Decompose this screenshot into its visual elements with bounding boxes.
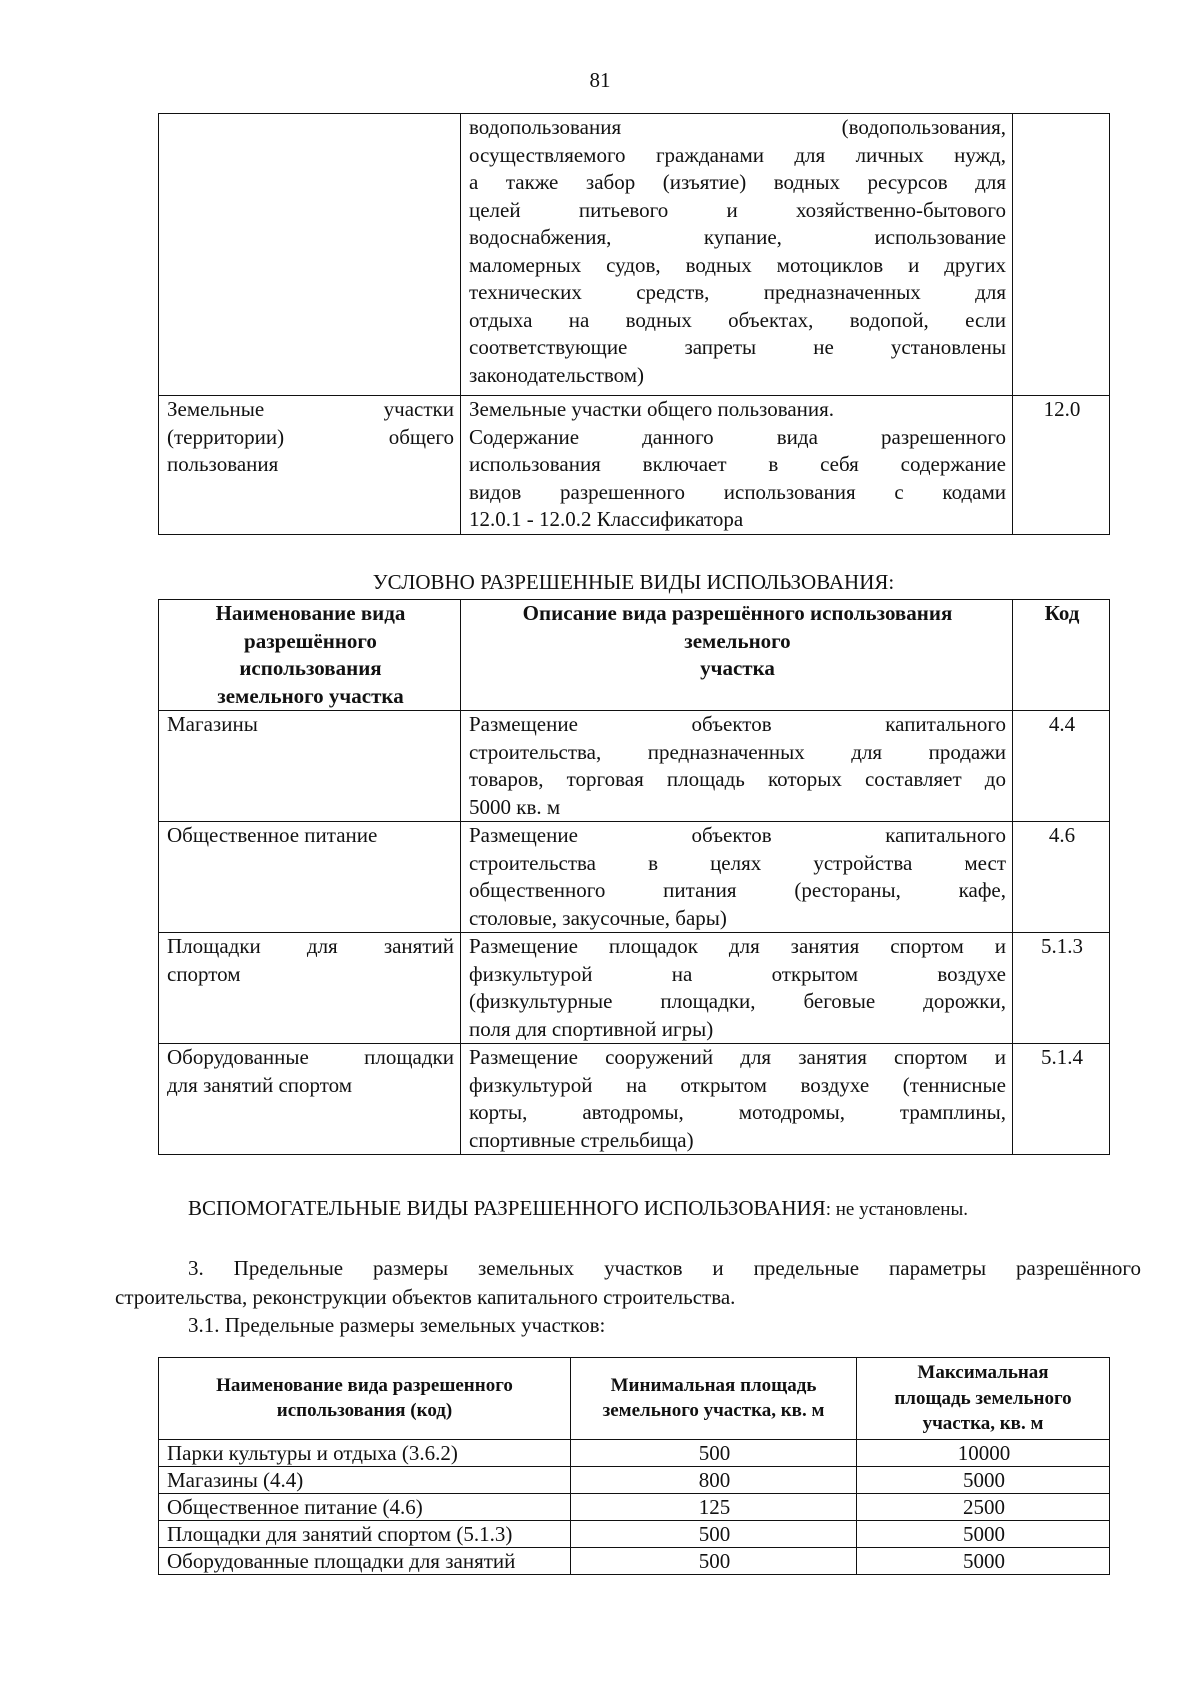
- code-cell: 4.6: [1013, 822, 1110, 933]
- header-line: использования: [239, 656, 382, 680]
- header-line: разрешённого: [244, 628, 377, 653]
- max-area-cell: 2500: [857, 1493, 1110, 1520]
- min-area-cell: 500: [571, 1520, 857, 1547]
- table-row: [159, 1520, 1110, 1547]
- description-line: видов разрешенного использования с кодами: [469, 479, 1006, 504]
- table-row: [159, 1466, 1110, 1493]
- use-description-cell: [461, 396, 1013, 535]
- table-row: [159, 1044, 1110, 1155]
- header-line: Наименование вида разрешенного: [216, 1374, 513, 1396]
- table-header-row: [159, 600, 1110, 711]
- name-line: Общественное питание: [167, 823, 378, 847]
- use-name-cell: Общественное питание (4.6): [159, 1493, 571, 1520]
- name-line: Площадки для занятий: [167, 934, 454, 958]
- use-name-cell: [159, 711, 461, 822]
- description-line: технических средств, предназначенных для: [469, 280, 1006, 304]
- use-description-cell: [461, 114, 1013, 396]
- column-header-code: Код: [1013, 600, 1110, 711]
- description-line: Размещение площадок для занятия спортом и: [469, 934, 1006, 958]
- description-line: Размещение объектов капитального: [469, 712, 1006, 736]
- code-cell: 5.1.4: [1013, 1044, 1110, 1155]
- plot-size-limits-table: [158, 1357, 1110, 1575]
- table-header-row: [159, 1358, 1110, 1440]
- description-line: Размещение объектов капитального: [469, 823, 1006, 847]
- description-line: целей питьевого и хозяйственно-бытового: [469, 197, 1006, 222]
- description-line: общественного питания (рестораны, кафе,: [469, 878, 1006, 902]
- column-header-max-area: [857, 1358, 1110, 1440]
- table-row: [159, 396, 1110, 535]
- column-header-name: [159, 600, 461, 711]
- max-area-cell: 5000: [857, 1547, 1110, 1574]
- use-description-cell: [461, 1044, 1013, 1155]
- conditional-uses-heading: УСЛОВНО РАЗРЕШЕННЫЕ ВИДЫ ИСПОЛЬЗОВАНИЯ:: [372, 570, 895, 594]
- use-name-cell: [159, 396, 461, 535]
- table-row: [159, 933, 1110, 1044]
- description-line: отдыха на водных объектах, водопой, если: [469, 307, 1006, 332]
- permitted-uses-table-continuation: [158, 113, 1110, 535]
- min-area-cell: 500: [571, 1439, 857, 1466]
- description-line: Содержание данного вида разрешенного: [469, 424, 1006, 449]
- description-line: физкультурой на открытом воздухе (теннисные: [469, 1072, 1006, 1097]
- description-line: корты, автодромы, мотодромы, трамплины,: [469, 1100, 1006, 1124]
- description-line: товаров, торговая площадь которых составляет до: [469, 767, 1006, 791]
- description-line: водопользования (водопользования,: [469, 115, 1006, 139]
- use-description-cell: [461, 933, 1013, 1044]
- header-line: площадь земельного: [894, 1387, 1072, 1409]
- table-row: [159, 1547, 1110, 1574]
- description-line: водоснабжения, купание, использование: [469, 225, 1006, 249]
- code-cell: 5.1.3: [1013, 933, 1110, 1044]
- description-line: использования включает в себя содержание: [469, 452, 1006, 476]
- use-name-cell: Парки культуры и отдыха (3.6.2): [159, 1439, 571, 1466]
- use-description-cell: [461, 711, 1013, 822]
- header-line: Описание вида разрешённого использования: [522, 601, 953, 625]
- description-line: физкультурой на открытом воздухе: [469, 961, 1006, 986]
- max-area-cell: 10000: [857, 1439, 1110, 1466]
- min-area-cell: 800: [571, 1466, 857, 1493]
- header-line: участка, кв. м: [922, 1413, 1044, 1434]
- description-line: (физкультурные площадки, беговые дорожки,: [469, 989, 1006, 1013]
- code-cell: 12.0: [1013, 396, 1110, 535]
- conditional-uses-table: [158, 599, 1110, 1155]
- header-line: Минимальная площадь: [610, 1374, 817, 1396]
- max-area-cell: 5000: [857, 1466, 1110, 1493]
- description-line: строительства в целях устройства мест: [469, 850, 1006, 875]
- column-header-use-name: [159, 1358, 571, 1440]
- header-line: земельного: [684, 628, 791, 653]
- description-line: соответствующие запреты не установлены: [469, 335, 1006, 359]
- header-line: Максимальная: [917, 1362, 1049, 1383]
- description-line: спортивные стрельбища): [469, 1127, 694, 1152]
- use-name-cell: [159, 1044, 461, 1155]
- header-line: участка: [700, 656, 775, 680]
- description-line: Размещение сооружений для занятия спортом и: [469, 1045, 1006, 1069]
- name-line: Земельные участки: [167, 397, 454, 421]
- column-header-description: [461, 600, 1013, 711]
- use-name-cell: [159, 933, 461, 1044]
- table-row: [159, 114, 1110, 396]
- table-row: [159, 711, 1110, 822]
- description-line: поля для спортивной игры): [469, 1016, 714, 1041]
- header-line: земельного участка: [217, 683, 404, 708]
- section-3-line-1: 3. Предельные размеры земельных участков и предельные параметры разрешённого: [188, 1256, 1141, 1280]
- description-line: Земельные участки общего пользования.: [469, 397, 835, 421]
- use-name-cell: Площадки для занятий спортом (5.1.3): [159, 1520, 571, 1547]
- name-line: пользования: [167, 452, 279, 476]
- table-row: [159, 1493, 1110, 1520]
- name-line: для занятий спортом: [167, 1072, 353, 1097]
- description-line: маломерных судов, водных мотоциклов и других: [469, 252, 1006, 277]
- use-name-cell: Магазины (4.4): [159, 1466, 571, 1493]
- section-3-1-heading: 3.1. Предельные размеры земельных участков:: [188, 1313, 606, 1337]
- max-area-cell: 5000: [857, 1520, 1110, 1547]
- page-number: 81: [589, 68, 611, 92]
- description-line: 5000 кв. м: [469, 794, 561, 819]
- description-line: осуществляемого гражданами для личных нужд,: [469, 142, 1006, 167]
- name-line: Оборудованные площадки: [167, 1045, 454, 1069]
- auxiliary-uses-value: : не установлены.: [825, 1199, 968, 1220]
- column-header-min-area: [571, 1358, 857, 1440]
- table-row: [159, 822, 1110, 933]
- code-cell: [1013, 114, 1110, 396]
- description-line: 12.0.1 - 12.0.2 Классификатора: [469, 507, 744, 531]
- use-name-cell: [159, 822, 461, 933]
- use-description-cell: [461, 822, 1013, 933]
- table-row: [159, 1439, 1110, 1466]
- use-name-cell: [159, 114, 461, 396]
- name-line: (территории) общего: [167, 424, 454, 449]
- name-line: Магазины: [167, 712, 258, 736]
- section-3-line-2: строительства, реконструкции объектов капитального строительства.: [115, 1285, 736, 1309]
- header-line: Наименование вида: [215, 601, 406, 625]
- auxiliary-uses-line: [188, 1194, 968, 1224]
- description-line: столовые, закусочные, бары): [469, 905, 727, 930]
- code-cell: 4.4: [1013, 711, 1110, 822]
- name-line: спортом: [167, 961, 241, 986]
- min-area-cell: 500: [571, 1547, 857, 1574]
- use-name-cell: Оборудованные площадки для занятий: [159, 1547, 571, 1574]
- description-line: а также забор (изъятие) водных ресурсов для: [469, 170, 1006, 194]
- header-line: земельного участка, кв. м: [602, 1400, 825, 1422]
- header-line: использования (код): [276, 1400, 453, 1422]
- description-line: законодательством): [469, 362, 645, 387]
- description-line: строительства, предназначенных для продажи: [469, 739, 1006, 764]
- min-area-cell: 125: [571, 1493, 857, 1520]
- auxiliary-uses-heading: ВСПОМОГАТЕЛЬНЫЕ ВИДЫ РАЗРЕШЕННОГО ИСПОЛЬЗОВАНИЯ: [188, 1196, 826, 1220]
